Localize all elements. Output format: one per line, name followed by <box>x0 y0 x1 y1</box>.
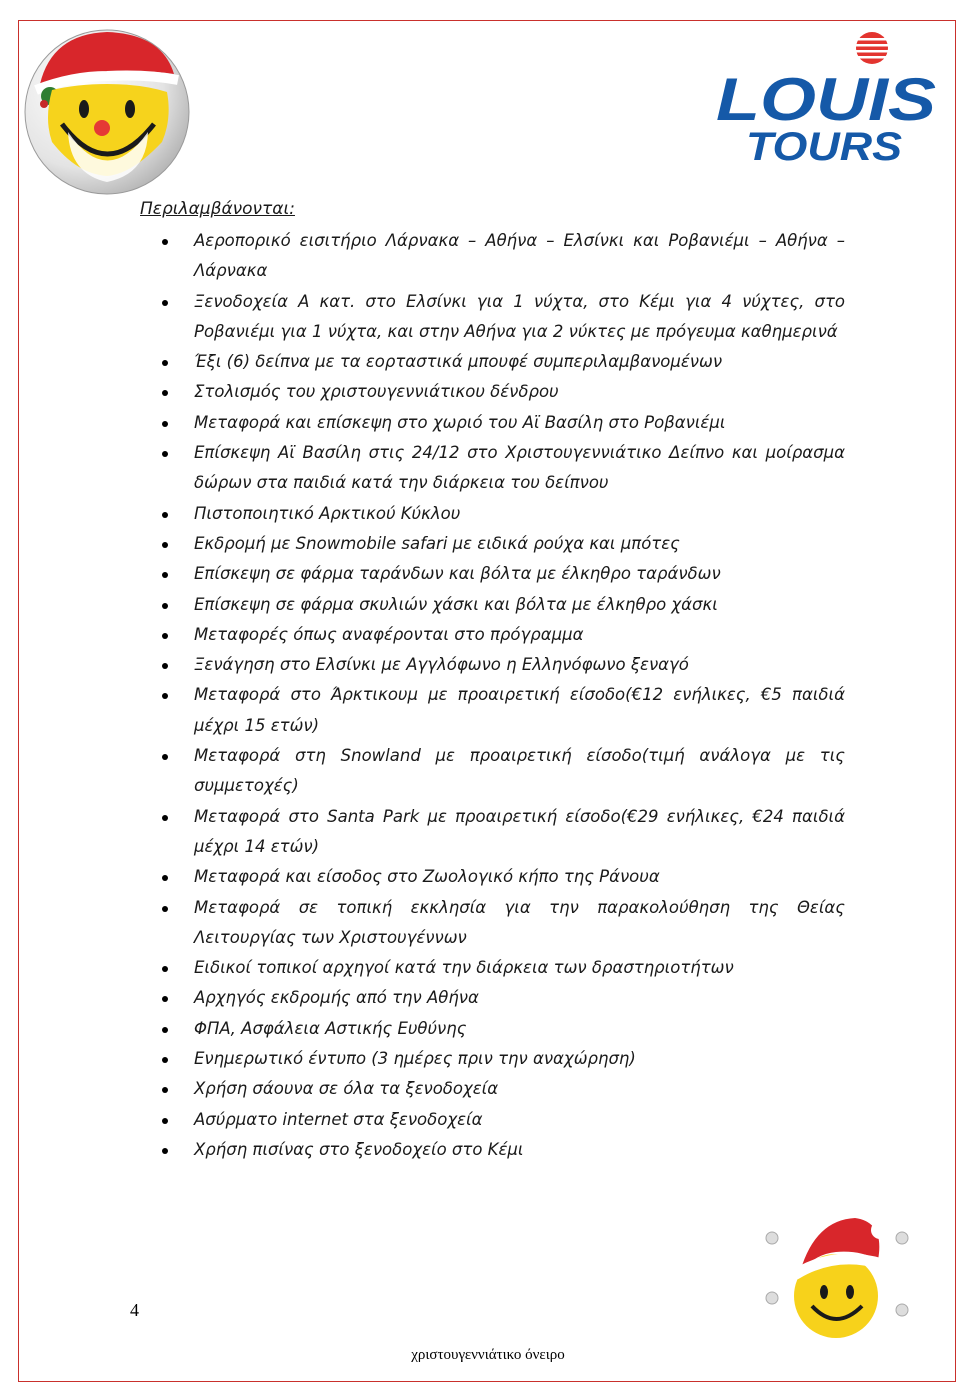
list-item <box>160 1044 845 1074</box>
list-item <box>160 1074 845 1104</box>
bullet-icon <box>162 906 168 912</box>
list-item <box>160 983 845 1013</box>
section-title: Περιλαμβάνονται: <box>140 199 295 219</box>
list-item <box>160 802 845 863</box>
bullet-icon <box>162 754 168 760</box>
bullet-icon <box>162 1148 168 1154</box>
list-item <box>160 287 845 348</box>
list-item-text: Επίσκεψη σε φάρμα ταράνδων και βόλτα με έλκηθρο ταράνδων <box>194 564 721 584</box>
list-item <box>160 347 845 377</box>
bullet-icon <box>162 1057 168 1063</box>
logo-line1: LOUIS <box>716 66 936 133</box>
list-item-text: Εκδρομή με Snowmobile safari με ειδικά ρούχα και μπότες <box>194 533 680 553</box>
list-item <box>160 893 845 954</box>
list-item-text: Μεταφορά στο Άρκτικουμ με προαιρετική είσοδο(€12 ενήλικες, €5 παιδιά μέχρι 15 ετών) <box>194 685 845 735</box>
bullet-icon <box>162 603 168 609</box>
footer-text: χριστουγεννιάτικο όνειρο <box>411 1347 565 1363</box>
bullet-icon <box>162 542 168 548</box>
list-item <box>160 862 845 892</box>
list-item-text: Πιστοποιητικό Αρκτικού Κύκλου <box>194 503 461 523</box>
louis-tours-logo <box>712 30 942 165</box>
list-item <box>160 680 845 741</box>
bullet-icon <box>162 815 168 821</box>
list-item <box>160 1105 845 1135</box>
list-item-text: Επίσκεψη σε φάρμα σκυλιών χάσκι και βόλτα με έλκηθρο χάσκι <box>194 594 718 614</box>
list-item-text: Αρχηγός εκδρομής από την Αθήνα <box>194 988 479 1008</box>
list-item-text: Έξι (6) δείπνα με τα εορταστικά μπουφέ συμπεριλαμβανομένων <box>194 352 723 372</box>
bullet-icon <box>162 1118 168 1124</box>
bullet-icon <box>162 966 168 972</box>
list-item-text: Μεταφορά στη Snowland με προαιρετική είσοδο(τιμή ανάλογα με τις συμμετοχές) <box>194 746 845 796</box>
list-item-text: Χρήση πισίνας στο ξενοδοχείο στο Κέμι <box>194 1139 524 1159</box>
bullet-icon <box>162 572 168 578</box>
bullet-icon <box>162 1027 168 1033</box>
list-item <box>160 953 845 983</box>
included-items-list <box>160 226 845 1165</box>
bullet-icon <box>162 693 168 699</box>
list-item-text: Στολισμός του χριστουγεννιάτικου δένδρου <box>194 382 559 402</box>
list-item <box>160 559 845 589</box>
list-item <box>160 590 845 620</box>
bullet-icon <box>162 996 168 1002</box>
list-item <box>160 650 845 680</box>
list-item <box>160 620 845 650</box>
list-item <box>160 226 845 287</box>
bullet-icon <box>162 663 168 669</box>
list-item <box>160 529 845 559</box>
logo-line2: TOURS <box>746 125 903 165</box>
list-item <box>160 1135 845 1165</box>
list-item <box>160 408 845 438</box>
list-item-text: Ξενάγηση στο Ελσίνκι με Αγγλόφωνο η Ελληνόφωνο ξεναγό <box>194 655 689 675</box>
bullet-icon <box>162 421 168 427</box>
list-item-text: Ειδικοί τοπικοί αρχηγοί κατά την διάρκεια των δραστηριοτήτων <box>194 958 734 978</box>
bullet-icon <box>162 633 168 639</box>
list-item-text: Μεταφορά και επίσκεψη στο χωριό του Αϊ Βασίλη στο Ροβανιέμι <box>194 412 726 432</box>
bullet-icon <box>162 360 168 366</box>
bullet-icon <box>162 390 168 396</box>
list-item-text: Επίσκεψη Αϊ Βασίλη στις 24/12 στο Χριστουγεννιάτικο Δείπνο και μοίρασμα δώρων στα παιδιά κατά την διάρκεια του δείπνου <box>194 443 845 493</box>
bullet-icon <box>162 512 168 518</box>
list-item-text: Ενημερωτικό έντυπο (3 ημέρες πριν την αναχώρηση) <box>194 1049 636 1069</box>
list-item <box>160 499 845 529</box>
list-item <box>160 438 845 499</box>
list-item <box>160 741 845 802</box>
page-number: 4 <box>130 1300 139 1320</box>
logo-globe-icon <box>852 32 892 64</box>
bullet-icon <box>162 451 168 457</box>
list-item-text: Ξενοδοχεία Α κατ. στο Ελσίνκι για 1 νύχτα, στο Κέμι για 4 νύχτες, στο Ροβανιέμι για 1 νύχτα, και στην Αθήνα για 2 νύκτες με πρόγευμα καθημερινά <box>194 291 845 341</box>
list-item <box>160 377 845 407</box>
list-item-text: Ασύρματο internet στα ξενοδοχεία <box>194 1109 483 1129</box>
santa-hat-smiley-image <box>760 1210 920 1340</box>
list-item-text: Μεταφορά στο Santa Park με προαιρετική είσοδο(€29 ενήλικες, €24 παιδιά μέχρι 14 ετών) <box>194 806 845 856</box>
bullet-icon <box>162 1087 168 1093</box>
list-item-text: Μεταφορά και είσοδος στο Ζωολογικό κήπο της Ράνουα <box>194 867 660 887</box>
list-item-text: Μεταφορές όπως αναφέρονται στο πρόγραμμα <box>194 624 584 644</box>
list-item-text: Χρήση σάουνα σε όλα τα ξενοδοχεία <box>194 1079 499 1099</box>
bullet-icon <box>162 875 168 881</box>
list-item-text: Αεροπορικό εισιτήριο Λάρνακα – Αθήνα – Ελσίνκι και Ροβανιέμι – Αθήνα – Λάρνακα <box>194 231 845 281</box>
list-item <box>160 1014 845 1044</box>
bullet-icon <box>162 300 168 306</box>
list-item-text: Μεταφορά σε τοπική εκκλησία για την παρακολούθηση της Θείας Λειτουργίας των Χριστουγέννων <box>194 897 845 947</box>
list-item-text: ΦΠΑ, Ασφάλεια Αστικής Ευθύνης <box>194 1018 467 1038</box>
santa-smiley-balloon-image <box>22 24 192 196</box>
bullet-icon <box>162 239 168 245</box>
